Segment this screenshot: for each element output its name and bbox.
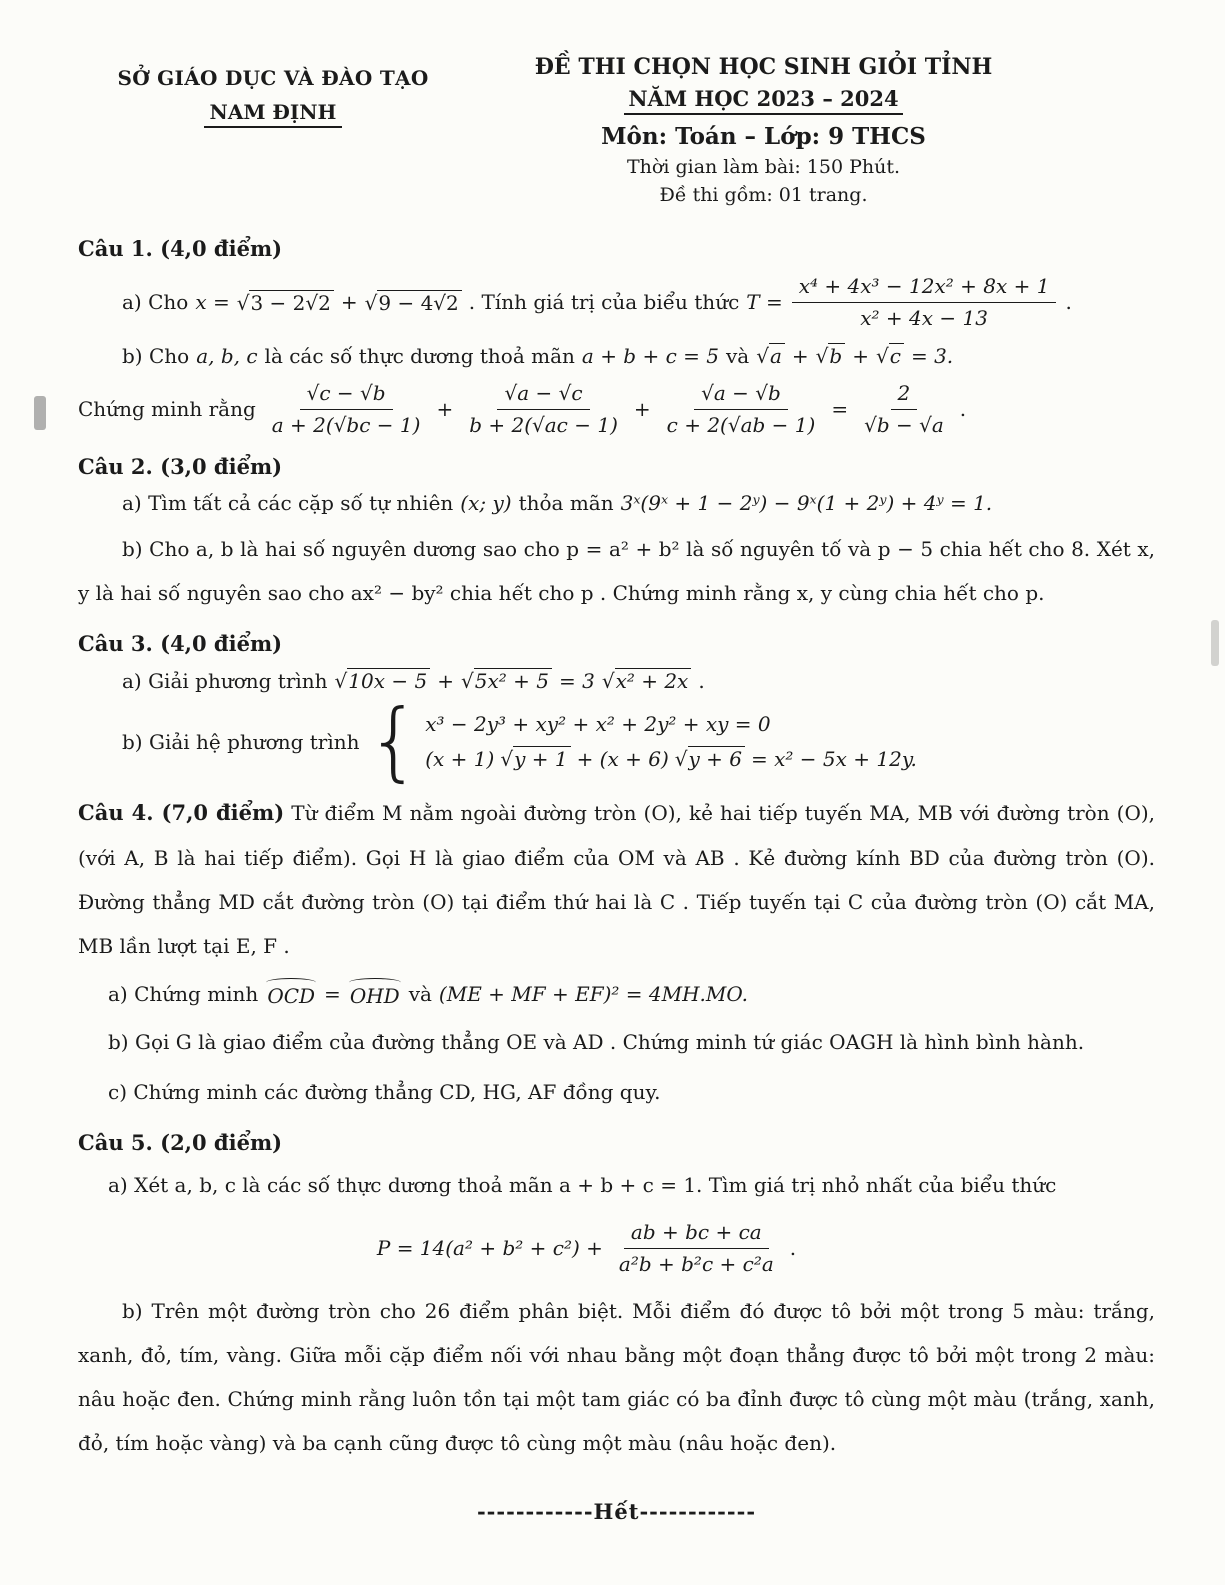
radicand: y + 6 [688,746,746,771]
sqrt-radical [876,343,904,368]
question-1-title: Câu 1. (4,0 điểm) [78,236,283,261]
equals-three: = 3 [558,668,595,693]
q3a-lead: a) Giải phương trình [122,668,328,693]
fraction-denominator: c + 2(√ab − 1) [666,413,816,437]
equals-sign: = [831,397,849,421]
left-brace [367,705,422,778]
question-5a-line: a) Xét a, b, c là các số thực dương thoả mãn a + b + c = 1. Tìm giá trị nhỏ nhất của biểu thức [108,1173,1057,1198]
plus-sign: + [437,668,454,693]
question-5b-paragraph: b) Trên một đường tròn cho 26 điểm phân biệt. Mỗi điểm đó được tô bởi một trong 5 màu: trắng, xanh, đỏ, tím, vàng. Giữa mỗi cặp điểm nối với nhau bằng một đoạn thẳng được tô bởi một trong 2 màu: nâu hoặc đen. Chứng minh rằng luôn tồn tại một tam giác có ba đỉnh được tô cùng một màu (trắng, xanh, đỏ, tím hoặc vàng) và ba cạnh cũng được tô cùng một màu (nâu hoặc đen). [78,1299,1155,1456]
province-name: NAM ĐỊNH [204,100,343,128]
plus-sign: + [633,397,651,421]
period: . [1065,290,1072,314]
question-4-title: Câu 4. (7,0 điểm) [78,800,285,826]
exam-title-block [468,54,1155,206]
arc-angle-OHD: OHD [348,980,402,1008]
q1a-lead: a) Cho [122,290,189,314]
q1b-and: và [725,343,750,368]
department-name: SỞ GIÁO DỤC VÀ ĐÀO TẠO [117,66,429,90]
system-equation-1: x³ − 2y³ + xy² + x² + 2y² + xy = 0 [425,712,771,737]
school-year: NĂM HỌC 2023 – 2024 [624,86,902,115]
plus-sign: + [436,397,454,421]
q2a-expression: 3ˣ(9ˣ + 1 − 2ʸ) − 9ˣ(1 + 2ʸ) + 4ʸ = 1. [620,491,993,515]
sqrt-radical [602,668,692,693]
q2a-lead: a) Tìm tất cả các cặp số tự nhiên [122,491,454,515]
fraction [612,1219,781,1277]
page-count-line: Đề thi gồm: 01 trang. [659,184,868,206]
q2a-mid: thỏa mãn [518,491,614,515]
q1a-T-equals: T = [746,290,783,314]
arc-angle-OCD: OCD [265,980,317,1008]
period: . [698,668,705,693]
exam-header [78,54,1155,206]
question-3-title: Câu 3. (4,0 điểm) [78,631,283,656]
system-equations [425,712,917,771]
question-1 [78,236,1155,438]
fraction [792,273,1057,331]
sqrt-radical [816,343,846,368]
fraction-denominator: x² + 4x − 13 [860,306,988,330]
question-1b-proof-line [78,380,1155,438]
fraction-denominator: a²b + b²c + c²a [618,1252,774,1277]
plus-sign: + [340,290,358,314]
question-3b-line [78,705,1155,778]
question-2 [78,454,1155,615]
q1b-prove-lead: Chứng minh rằng [78,397,256,421]
question-2a-line [78,491,1155,515]
radicand: 3 − 2√2 [249,290,333,315]
question-2b-paragraph: b) Cho a, b là hai số nguyên dương sao cho p = a² + b² là số nguyên tố và p − 5 chia hết cho 8. Xét x, y là hai số nguyên sao cho ax² − by² chia hết cho p . Chứng minh rằng x, y cùng chia hết cho p. [78,537,1155,605]
q4a-expression: (ME + MF + EF)² = 4MH.MO. [438,982,748,1007]
radicand: 5x² + 5 [474,668,552,693]
radicand: y + 1 [513,746,571,771]
q4a-and: và [408,982,432,1007]
radicand: 10x − 5 [347,668,430,693]
equals-sign: = [324,982,341,1007]
q3b-eq2-part1: (x + 1) [425,746,495,771]
sqrt-radical [365,290,462,315]
sqrt-radical [237,290,334,315]
q1a-x-equals: x = [195,290,230,314]
fraction-denominator: √b − √a [864,413,944,437]
question-4-intro: Từ điểm M nằm ngoài đường tròn (O), kẻ hai tiếp tuyến MA, MB với đường tròn (O), (với A, B là hai tiếp điểm). Gọi H là giao điểm của OM và AB . Kẻ đường kính BD của đường tròn (O). Đường thẳng MD cắt đường tròn (O) tại điểm thứ hai là C . Tiếp tuyến tại C của đường tròn (O) cắt MA, MB lần lượt tại E, F . [78,801,1156,959]
q1b-equals-three: = 3. [910,343,954,368]
question-5-title: Câu 5. (2,0 điểm) [78,1130,283,1156]
fraction-numerator: 2 [891,380,918,410]
scan-artifact [1211,620,1219,666]
question-4c-line: c) Chứng minh các đường thẳng CD, HG, AF đồng quy. [108,1080,661,1105]
question-2-title: Câu 2. (3,0 điểm) [78,454,283,479]
fraction-numerator: ab + bc + ca [624,1219,769,1249]
end-marker: ------------Hết------------ [476,1499,757,1525]
subject-line: Môn: Toán – Lớp: 9 THCS [601,123,926,150]
q3b-lead: b) Giải hệ phương trình [122,729,360,754]
radicand: c [889,343,904,368]
duration-line: Thời gian làm bài: 150 Phút. [626,156,900,178]
equation-system [367,705,917,778]
fraction [462,380,625,438]
exam-title: ĐỀ THI CHỌN HỌC SINH GIỎI TỈNH [534,54,993,80]
q2a-pair: (x; y) [460,491,512,515]
sqrt-radical [335,668,431,693]
question-1a-line [78,273,1155,331]
fraction-numerator: x⁴ + 4x³ − 12x² + 8x + 1 [792,273,1057,303]
plus-sign: + [791,343,809,368]
sqrt-radical [675,746,745,771]
question-4-paragraph [78,790,1155,968]
question-1b-line [78,343,1155,368]
q1b-variables: a, b, c [196,343,258,368]
q1a-mid-text: . Tính giá trị của biểu thức [468,290,740,314]
scan-artifact [34,396,46,430]
fraction [857,380,951,438]
q4a-lead: a) Chứng minh [108,982,259,1007]
fraction [265,380,428,438]
question-5-formula-line [78,1219,1155,1277]
q3b-eq2-part2: + (x + 6) [576,746,669,771]
question-3a-line [78,668,1155,693]
fraction-denominator: a + 2(√bc − 1) [271,413,421,437]
question-4 [78,790,1155,1114]
question-4a-line [78,980,1155,1008]
q1b-lead: b) Cho [122,343,190,368]
radicand: a [769,343,785,368]
sqrt-radical [500,746,570,771]
radicand: 9 − 4√2 [377,290,461,315]
fraction-numerator: √a − √c [497,380,589,410]
issuing-authority-block [78,54,468,206]
q5-P-lead: P = 14(a² + b² + c²) + [376,1236,603,1261]
radicand: b [828,343,845,368]
q1b-condition: a + b + c = 5 [581,343,719,368]
period: . [959,397,967,421]
question-3 [78,631,1155,778]
sqrt-radical [756,343,785,368]
plus-sign: + [852,343,869,368]
fraction-numerator: √c − √b [300,380,393,410]
fraction [660,380,823,438]
system-equation-2 [425,746,917,771]
period: . [789,1236,797,1261]
question-4b-line: b) Gọi G là giao điểm của đường thẳng OE và AD . Chứng minh tứ giác OAGH là hình bình hành. [108,1030,1085,1055]
q1b-mid-text: là các số thực dương thoả mãn [264,343,575,368]
fraction-denominator: b + 2(√ac − 1) [469,413,618,437]
sqrt-radical [461,668,552,693]
q3b-eq2-part3: = x² − 5x + 12y. [751,746,917,771]
radicand: x² + 2x [615,668,692,693]
fraction-numerator: √a − √b [694,380,788,410]
question-5 [78,1130,1155,1465]
